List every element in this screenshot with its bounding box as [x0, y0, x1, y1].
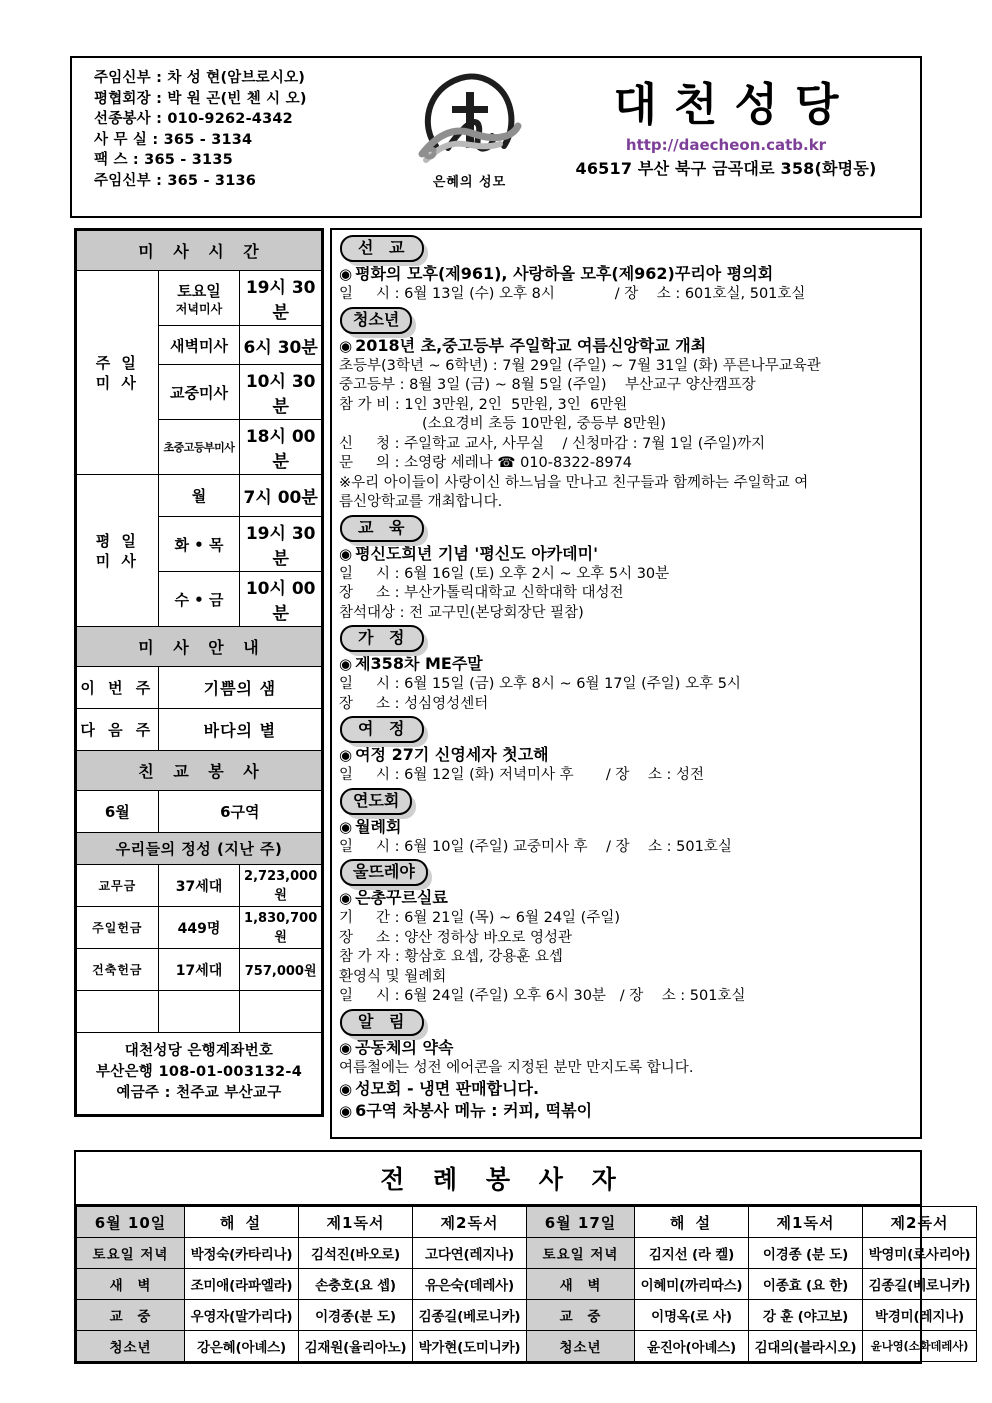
announcement-title-text: 6구역 차봉사 메뉴 : 커피, 떡볶이 [355, 1101, 593, 1120]
announcements-panel [330, 228, 922, 1139]
announcement-title [339, 1100, 914, 1122]
announcement-title-text: 여정 27기 신영세자 첫고해 [355, 745, 549, 764]
announcement-section [338, 715, 914, 786]
announcement-detail-line: 장 소 : 성심영성센터 [339, 695, 489, 712]
fellowship-district: 6구역 [158, 791, 321, 833]
offering-header-row [77, 833, 322, 865]
table-row [77, 991, 322, 1033]
announcement-title-text: 은총꾸르실료 [355, 888, 448, 907]
announcement-detail-line: 환영식 및 월례회 [339, 968, 447, 985]
duty-row-label: 새 벽 [527, 1269, 635, 1300]
table-row [77, 1331, 977, 1362]
mass-guide-header: 미 사 안 내 [77, 627, 322, 667]
duty-cell: 박영미(로사리아) [863, 1238, 977, 1269]
bullet-dot-icon: ◉ [339, 655, 353, 673]
mass-time: 10시 00분 [240, 572, 322, 627]
mass-name: 화 • 목 [158, 517, 240, 572]
duty-cell: 강 훈 (야고보) [749, 1300, 863, 1331]
section-pill-label: 청소년 [340, 307, 412, 334]
section-pill-label: 알 림 [340, 1009, 424, 1036]
mass-time: 7시 00분 [240, 475, 322, 517]
announcement-detail-line: (소요경비 초등 10만원, 중등부 8만원) [339, 416, 667, 432]
table-row [77, 709, 322, 751]
announcement-detail-line: 문 의 : 소영랑 세레나 ☎ 010-8322-8974 [339, 455, 633, 471]
weekday-mass-label-line2: 미 사 [95, 551, 139, 570]
mass-name: 교중미사 [158, 365, 240, 420]
offering-label [77, 991, 159, 1033]
announcement-detail-line: 참 가 자 : 황삼호 요셉, 강용훈 요셉 [339, 949, 563, 965]
duty-col-first-reading: 제1독서 [299, 1207, 413, 1238]
offering-count: 37세대 [158, 865, 240, 907]
offering-label: 주일헌금 [77, 907, 159, 949]
sidebar-panel [74, 228, 324, 1117]
weekday-mass-label [77, 475, 159, 627]
announcement-title-text: 월례회 [355, 816, 402, 836]
announcement-section [338, 1008, 914, 1123]
announcement-title-text: 성모회 - 냉면 판매합니다. [355, 1079, 540, 1098]
contact-line: 평협회장 : 박 원 곤(빈 첸 시 오) [94, 90, 307, 107]
mass-name-cell [158, 271, 240, 326]
mass-name: 토요일 [177, 281, 221, 300]
sidebar-table [76, 230, 322, 1115]
announcement-section [338, 306, 914, 513]
bank-info-line3: 예금주 : 천주교 부산교구 [116, 1085, 282, 1101]
duty-cell: 김지선 (라 켈) [635, 1238, 749, 1269]
duty-header-row [77, 1207, 977, 1238]
sunday-mass-label-line2: 미 사 [95, 373, 139, 392]
section-pill-label: 울뜨레야 [340, 859, 428, 886]
announcement-title [339, 744, 914, 766]
announcement-detail-line: 일 시 : 6월 13일 (수) 오후 8시 / 장 소 : 601호실, 501호실 [339, 286, 806, 302]
contact-line: 주임신부 : 365 - 3136 [94, 172, 257, 189]
duty-cell: 강은혜(아녜스) [185, 1331, 299, 1362]
header-panel [70, 56, 922, 218]
duty-cell: 이경종 (분 도) [749, 1238, 863, 1269]
next-week-value: 바다의 별 [158, 709, 321, 751]
mass-name-sub: 저녁미사 [175, 301, 223, 316]
bullet-dot-icon: ◉ [339, 265, 353, 283]
church-title-block [532, 58, 920, 216]
table-row [77, 1238, 977, 1269]
table-row [77, 791, 322, 833]
announcement-title-text: 제358차 ME주말 [355, 654, 483, 673]
announcement-detail-line: 장 소 : 부산가톨릭대학교 신학대학 대성전 [339, 585, 624, 601]
bullet-dot-icon: ◉ [339, 1038, 353, 1057]
duty-cell: 김종길(베로니카) [863, 1269, 977, 1300]
duty-cell: 이명옥(로 사) [635, 1300, 749, 1331]
duty-row-label: 청소년 [527, 1331, 635, 1362]
mass-time-header: 미 사 시 간 [77, 231, 322, 271]
bullet-dot-icon: ◉ [339, 889, 353, 907]
section-pill-label: 선 교 [340, 235, 424, 262]
duty-cell: 윤진아(아녜스) [635, 1331, 749, 1362]
duty-col-second-reading: 제2독서 [863, 1207, 977, 1238]
offering-count: 17세대 [158, 949, 240, 991]
contact-line: 주임신부 : 차 성 현(암브로시오) [94, 70, 306, 86]
announcement-detail-line: 름신앙학교를 개최합니다. [339, 494, 503, 510]
table-row [77, 667, 322, 709]
bullet-dot-icon: ◉ [339, 336, 353, 355]
contact-info-block [72, 58, 407, 216]
announcement-detail-line: 일 시 : 6월 24일 (주일) 오후 6시 30분 / 장 소 : 501호실 [339, 988, 746, 1004]
offering-amount: 2,723,000원 [240, 865, 322, 907]
next-week-label: 다 음 주 [77, 709, 159, 751]
offering-amount: 757,000원 [240, 949, 322, 991]
sunday-mass-label [77, 271, 159, 475]
mass-time: 19시 30분 [240, 517, 322, 572]
duty-cell: 김석진(바오로) [299, 1238, 413, 1269]
fellowship-month: 6월 [77, 791, 159, 833]
announcement-title [339, 263, 914, 285]
mass-name: 수 • 금 [158, 572, 240, 627]
mass-time: 6시 30분 [240, 326, 322, 365]
announcement-title [339, 653, 914, 675]
duty-cell: 손충호(요 셉) [299, 1269, 413, 1300]
mass-time: 10시 30분 [240, 365, 322, 420]
announcement-title [339, 816, 914, 838]
announcement-detail-line: 일 시 : 6월 10일 (주일) 교중미사 후 / 장 소 : 501호실 [339, 838, 732, 855]
announcement-detail-line: 일 시 : 6월 16일 (토) 오후 2시 ~ 오후 5시 30분 [339, 565, 670, 582]
announcement-title-text: 평화의 모후(제961), 사랑하올 모후(제962)꾸리아 평의회 [355, 264, 774, 283]
duty-col-commentary: 해 설 [635, 1207, 749, 1238]
table-row [77, 949, 322, 991]
duty-right-date: 6월 17일 [527, 1207, 635, 1238]
announcement-title [339, 887, 914, 909]
section-pill-label: 교 육 [340, 515, 424, 542]
announcement-detail-line: 신 청 : 주일학교 교사, 사무실 / 신청마감 : 7월 1일 (주일)까지 [339, 435, 766, 452]
table-row [77, 1269, 977, 1300]
church-name: 대천성당 [613, 78, 856, 131]
duty-cell: 김재원(율리아노) [299, 1331, 413, 1362]
offering-label: 건축헌금 [77, 949, 159, 991]
table-row [77, 907, 322, 949]
bank-info-line1: 대천성당 은행계좌번호 [124, 1043, 274, 1059]
duty-cell: 박가현(도미니카) [413, 1331, 527, 1362]
church-address: 46517 부산 북구 금곡대로 358(화명동) [575, 159, 877, 178]
duty-left-date: 6월 10일 [77, 1207, 185, 1238]
announcement-detail-line: 초등부(3학년 ~ 6학년) : 7월 29일 (주일) ~ 7월 31일 (화) 푸른나무교육관 [339, 357, 821, 374]
announcement-detail-line: 일 시 : 6월 15일 (금) 오후 8시 ~ 6월 17일 (주일) 오후 5시 [339, 676, 741, 692]
offering-amount: 1,830,700원 [240, 907, 322, 949]
duty-cell: 박경미(레지나) [863, 1300, 977, 1331]
duty-col-first-reading: 제1독서 [749, 1207, 863, 1238]
mass-name: 월 [158, 475, 240, 517]
this-week-value: 기쁨의 샘 [158, 667, 321, 709]
duty-cell: 유은숙(데레사) [413, 1269, 527, 1300]
logo-caption: 은혜의 성모 [432, 175, 507, 190]
duty-row-label: 토요일 저녁 [527, 1238, 635, 1269]
offering-amount [240, 991, 322, 1033]
duty-cell: 박정숙(카타리나) [185, 1238, 299, 1269]
contact-line: 선종봉사 : 010-9262-4342 [94, 111, 293, 127]
liturgical-servers-panel [74, 1150, 971, 1364]
announcement-section [338, 858, 914, 1007]
church-website-url[interactable]: http://daecheon.catb.kr [625, 136, 827, 154]
table-row [77, 271, 322, 326]
announcement-title-text: 2018년 초,중고등부 주일학교 여름신앙학교 개최 [355, 335, 707, 355]
bullet-dot-icon: ◉ [339, 1102, 353, 1120]
fellowship-header: 친 교 봉 사 [77, 751, 322, 791]
duty-row-label: 교 중 [77, 1300, 185, 1331]
offering-header: 우리들의 정성 (지난 주) [77, 833, 322, 865]
duty-row-label: 토요일 저녁 [77, 1238, 185, 1269]
fellowship-header-row [77, 751, 322, 791]
announcement-section [338, 514, 914, 624]
announcement-detail-line: 기 간 : 6월 21일 (목) ~ 6월 24일 (주일) [339, 910, 620, 926]
sunday-mass-label-line1: 주 일 [95, 353, 139, 372]
mass-guide-header-row [77, 627, 322, 667]
duty-cell: 이경종(분 도) [299, 1300, 413, 1331]
announcement-section [338, 234, 914, 305]
bullet-dot-icon: ◉ [339, 544, 353, 563]
duty-cell: 우영자(말가리다) [185, 1300, 299, 1331]
liturgical-servers-table [76, 1206, 977, 1362]
contact-line: 사 무 실 : 365 - 3134 [94, 131, 253, 148]
mass-name: 새벽미사 [158, 326, 240, 365]
mass-name: 초중고등부미사 [158, 420, 240, 475]
announcement-detail-line: 참 가 비 : 1인 3만원, 2인 5만원, 3인 6만원 [339, 396, 628, 413]
announcement-section [338, 624, 914, 714]
offering-label: 교무금 [77, 865, 159, 907]
offering-count [158, 991, 240, 1033]
bank-info-block [77, 1033, 322, 1115]
announcement-detail-line: 중고등부 : 8월 3일 (금) ~ 8월 5일 (주일) 부산교구 양산캠프장 [339, 377, 756, 393]
duty-cell: 조미애(라파엘라) [185, 1269, 299, 1300]
section-pill-label: 가 정 [340, 625, 424, 652]
duty-cell: 고다연(레지나) [413, 1238, 527, 1269]
announcement-detail-line: 일 시 : 6월 12일 (화) 저녁미사 후 / 장 소 : 성전 [339, 767, 704, 783]
announcement-detail-line: 참석대상 : 전 교구민(본당회장단 필참) [339, 604, 584, 621]
church-logo-block [407, 58, 532, 216]
mass-time: 18시 00분 [240, 420, 322, 475]
duty-cell: 김종길(베로니카) [413, 1300, 527, 1331]
duty-col-commentary: 해 설 [185, 1207, 299, 1238]
duty-cell: 윤나영(소화데레사) [863, 1331, 977, 1362]
mass-time: 19시 30분 [240, 271, 322, 326]
table-row [77, 475, 322, 517]
bank-info-row [77, 1033, 322, 1115]
duty-cell: 김대의(블라시오) [749, 1331, 863, 1362]
liturgical-servers-title: 전 례 봉 사 자 [76, 1152, 920, 1206]
table-row [77, 1300, 977, 1331]
weekday-mass-label-line1: 평 일 [95, 531, 139, 550]
this-week-label: 이 번 주 [77, 667, 159, 709]
announcement-title [339, 1078, 914, 1100]
announcement-title-text: 공동체의 약속 [355, 1037, 454, 1057]
duty-cell: 이종효 (요 한) [749, 1269, 863, 1300]
contact-line: 팩 스 : 365 - 3135 [94, 152, 233, 168]
duty-row-label: 청소년 [77, 1331, 185, 1362]
announcement-title [339, 543, 914, 565]
bullet-dot-icon: ◉ [339, 1080, 353, 1098]
section-pill-label: 여 정 [340, 716, 424, 743]
offering-count: 449명 [158, 907, 240, 949]
announcement-detail-line: ※우리 아이들이 사랑이신 하느님을 만나고 친구들과 함께하는 주일학교 여 [339, 474, 809, 491]
bullet-dot-icon: ◉ [339, 746, 353, 764]
announcement-section [338, 787, 914, 858]
duty-row-label: 새 벽 [77, 1269, 185, 1300]
bullet-dot-icon: ◉ [339, 817, 353, 836]
duty-cell: 이혜미(까리따스) [635, 1269, 749, 1300]
section-pill-label: 연도회 [340, 788, 412, 815]
announcement-detail-line: 여름철에는 성전 에어콘을 지정된 분만 만지도록 합니다. [339, 1059, 694, 1076]
duty-row-label: 교 중 [527, 1300, 635, 1331]
announcement-detail-line: 장 소 : 양산 정하상 바오로 영성관 [339, 929, 573, 946]
announcement-title-text: 평신도희년 기념 '평신도 아카데미' [355, 543, 598, 563]
duty-col-second-reading: 제2독서 [413, 1207, 527, 1238]
bank-info-line2: 부산은행 108-01-003132-4 [95, 1064, 303, 1080]
announcement-title [339, 335, 914, 357]
announcement-title [339, 1037, 914, 1059]
cross-wave-logo-icon [418, 70, 522, 170]
table-row [77, 865, 322, 907]
mass-time-header-row [77, 231, 322, 271]
